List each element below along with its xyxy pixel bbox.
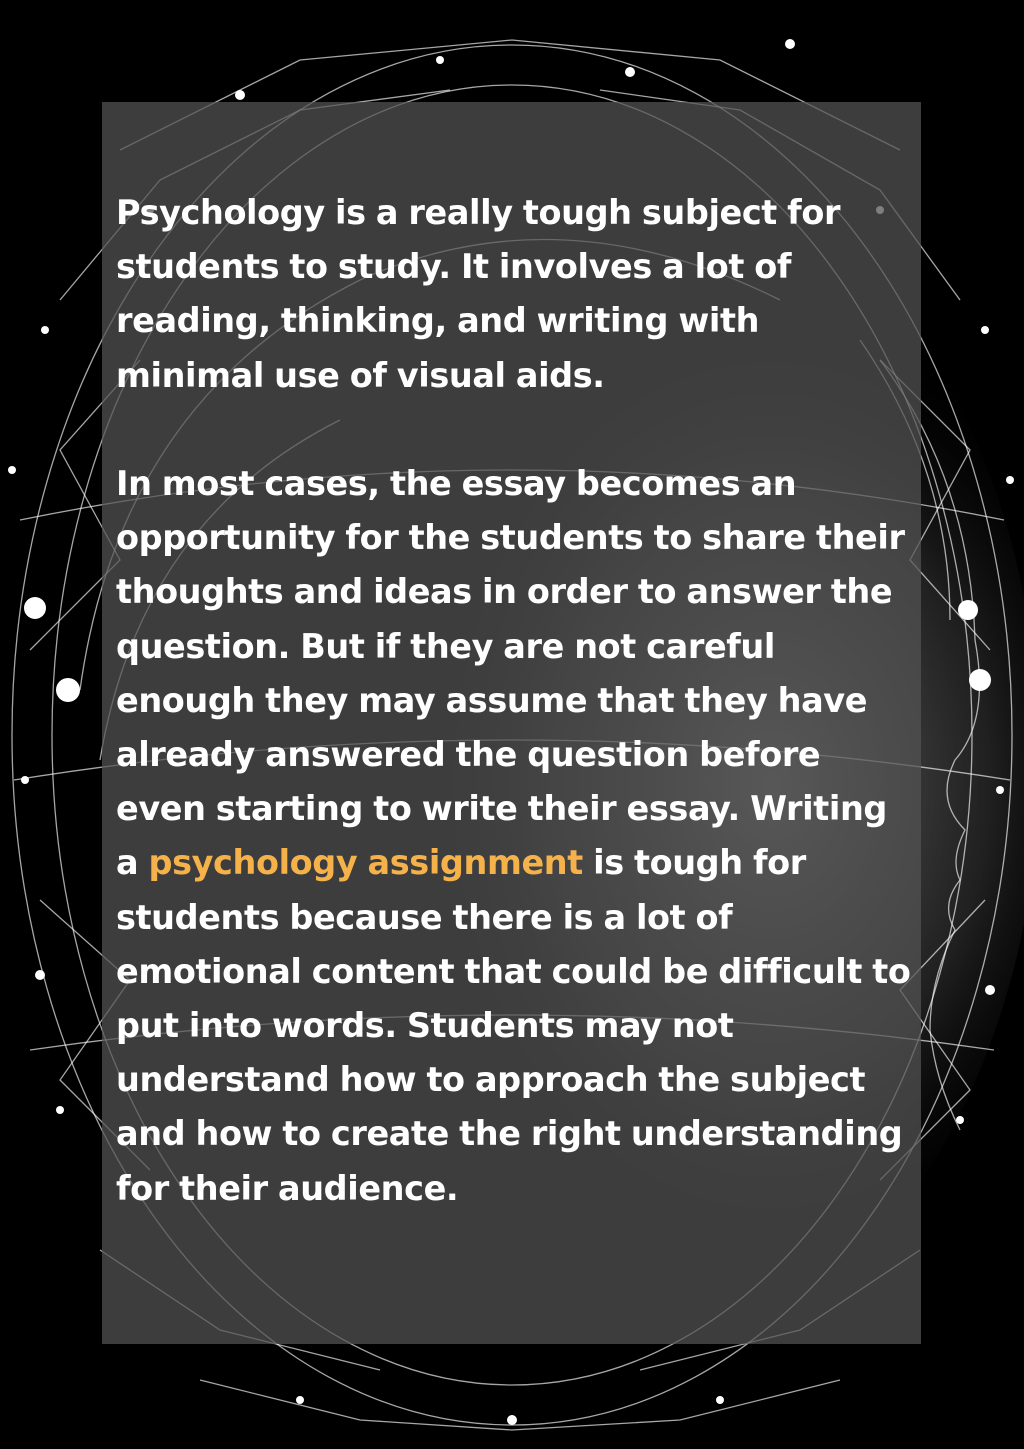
intro-paragraph: Psychology is a really tough subject for students to study. It involves a lot of reading, thinking, and writing with minimal use of visual aids. xyxy=(116,193,841,395)
body-paragraph-text-after-link: is tough for students because there is a lot of emotional content that could be difficult to put into words. Students may not understand how to approach the subject and how to create the right understanding for their audience. xyxy=(116,843,911,1208)
body-paragraph-text-before-link: In most cases, the essay becomes an opportunity for the students to share their thoughts and ideas in order to answer the question. But if they are not careful enough they may assume that they have already answered the question before even starting to write their essay. Writing a xyxy=(116,464,905,883)
text-panel xyxy=(102,102,921,1344)
body-paragraph xyxy=(116,457,916,1216)
psychology-assignment-link[interactable]: psychology assignment xyxy=(148,843,583,883)
